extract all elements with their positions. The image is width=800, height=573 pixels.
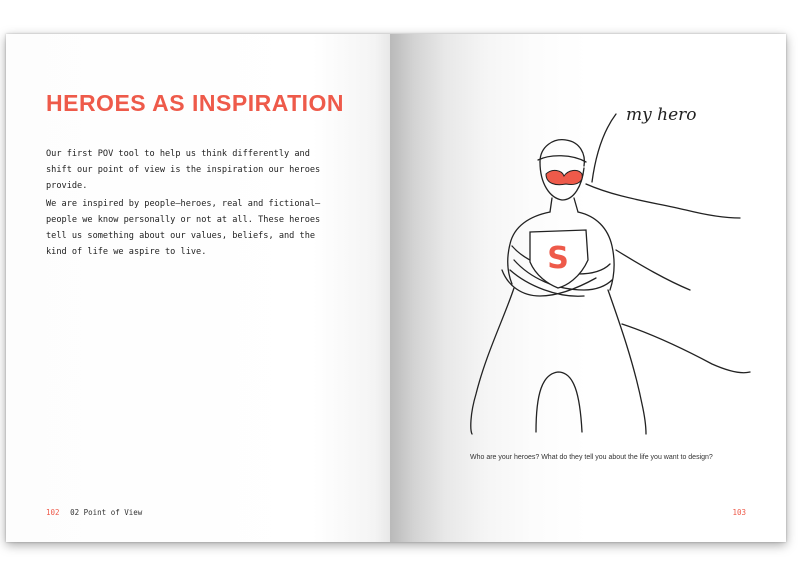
illustration-label: my hero [626, 105, 697, 125]
body-paragraph: We are inspired by people—heroes, real and fictional—people we know personally or not at all. These heroes tell us something about our values, beliefs, and the kind of life we aspire to live. [46, 199, 321, 257]
hero-head [540, 140, 584, 166]
hero-body-right [608, 290, 646, 434]
intro-paragraph: Our first POV tool to help us think differently and shift our point of view is the inspiration our heroes provide. [46, 149, 321, 191]
right-page-number: 103 [732, 508, 746, 517]
illustration-caption: Who are your heroes? What do they tell you about the life you want to design? [470, 454, 713, 461]
hero-mask [546, 170, 582, 184]
chest-emblem-letter: S [547, 241, 569, 276]
left-page-number: 102 [46, 508, 60, 517]
superhero-illustration [390, 34, 786, 542]
section-label: 02 Point of View [70, 508, 143, 517]
cape-top [586, 184, 740, 218]
book-spread [6, 34, 786, 542]
cape-bottom [622, 324, 750, 373]
label-pointer-line [592, 114, 616, 182]
right-page [390, 34, 786, 542]
page-title: HEROES AS INSPIRATION [46, 90, 345, 116]
hero-body-left [471, 288, 514, 434]
left-footer [46, 508, 142, 517]
left-page [6, 34, 390, 542]
